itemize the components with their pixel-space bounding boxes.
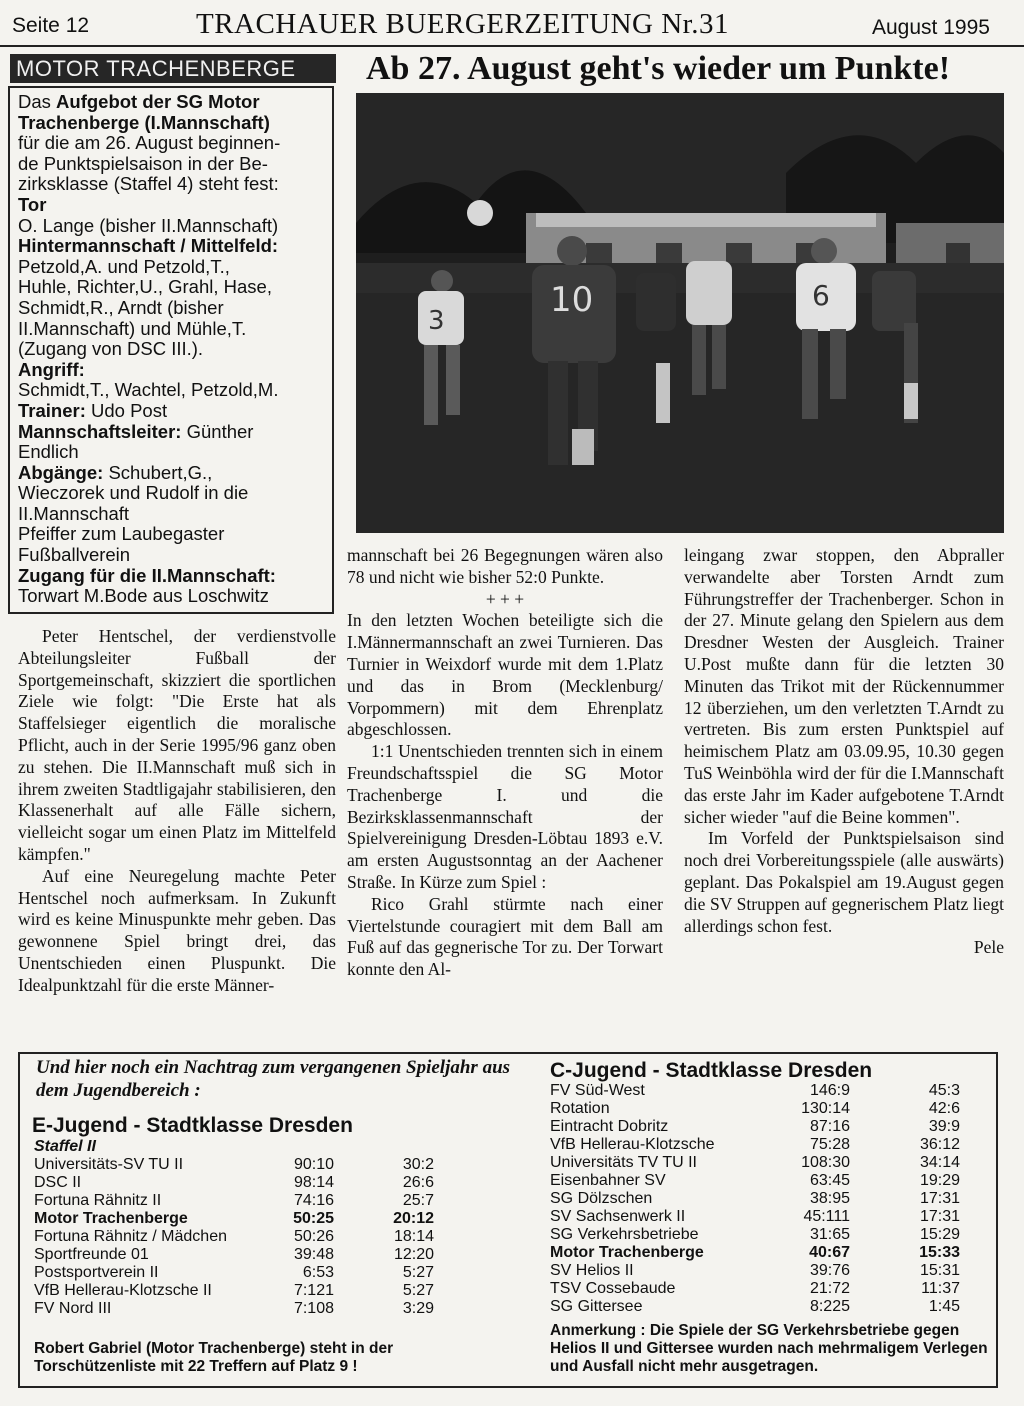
team-name: VfB Hellerau-Klotzsche (550, 1136, 715, 1153)
points: 45:3 (928, 1082, 960, 1099)
header-rule (0, 45, 1024, 47)
team-name: SG Gittersee (550, 1298, 643, 1315)
points: 20:12 (393, 1210, 434, 1227)
lineup-line: Wieczorek und Rudolf in die (18, 482, 249, 504)
c-jugend-title: C-Jugend - Stadtklasse Dresden (550, 1059, 873, 1082)
goal-ratio: 50:26 (293, 1228, 334, 1245)
lineup-heading: Tor (18, 193, 47, 215)
team-name: Universitäts-SV TU II (34, 1156, 184, 1173)
points: 34:14 (919, 1154, 960, 1171)
team-name: SV Helios II (550, 1262, 634, 1279)
points: 19:29 (919, 1172, 960, 1189)
table-row (34, 1264, 444, 1282)
lineup-line: O. Lange (bisher II.Mannschaft) (18, 214, 279, 236)
table-row (550, 1298, 960, 1316)
lineup-line: II.Mannschaft) und Mühle,T. (18, 317, 247, 339)
table-row (550, 1190, 960, 1208)
team-name: Fortuna Rähnitz / Mädchen (34, 1228, 227, 1245)
goal-ratio: 146:9 (809, 1082, 850, 1099)
goal-ratio: 50:25 (293, 1210, 334, 1227)
points: 12:20 (393, 1246, 434, 1263)
team-name: Rotation (550, 1100, 610, 1117)
article-column-1 (18, 626, 336, 997)
article-paragraph: Auf eine Neuregelung machte Peter Hentschel noch aufmerksam. In Zukunft wird es keine Minuspunkte mehr geben. Das gewonnene Spiel bringt drei, das Unentschieden einen Pluspunkt. Die Idealpunktzahl für die erste Männer- (18, 865, 336, 995)
article-separator: + + + (485, 588, 525, 609)
lineup-heading: Angriff: (18, 358, 85, 380)
table-row (34, 1210, 444, 1228)
c-jugend-note: Anmerkung : Die Spiele der SG Verkehrsbetriebe gegen Helios II und Gittersee wurden nach mehrmaligem Verlegen und Ausfall nicht mehr ausgetragen. (550, 1322, 988, 1375)
article-paragraph: Im Vorfeld der Punktspielsaison sind noch drei Vorbereitungsspiele (alle auswärts) geplant. Das Pokalspiel am 19.August gegen die SV Struppen auf gegnerischem Platz liegt allerdings schon fest. (684, 828, 1004, 936)
points: 5:27 (402, 1282, 434, 1299)
table-row (550, 1208, 960, 1226)
points: 42:6 (928, 1100, 960, 1117)
lineup-line: Pfeiffer zum Laubegaster (18, 523, 225, 545)
goal-ratio: 90:10 (293, 1156, 334, 1173)
lineup-line: Fußballverein (18, 544, 131, 566)
table-row (550, 1226, 960, 1244)
table-row (34, 1282, 444, 1300)
table-row (550, 1280, 960, 1298)
lineup-line: Mannschaftsleiter: Günther (18, 420, 254, 442)
goal-ratio: 21:72 (809, 1280, 850, 1297)
points: 11:37 (921, 1280, 960, 1297)
goal-ratio: 38:95 (809, 1190, 850, 1207)
goal-ratio: 40:67 (809, 1244, 850, 1261)
newspaper-title (196, 8, 729, 41)
e-jugend-subtitle: Staffel II (34, 1138, 96, 1155)
team-name: Eisenbahner SV (550, 1172, 666, 1189)
goal-ratio: 7:121 (293, 1282, 334, 1299)
page-number: Seite 12 (12, 14, 90, 37)
team-name: Universitäts TV TU II (550, 1154, 697, 1171)
article-paragraph: leingang zwar stoppen, den Abpraller verwandelte aber Torsten Arndt zum Führungstreffer der Trachenberger. Schon in der 27. Minute gelang den Spielern aus dem Dresdner Westen der Ausgleich. Trainer U.Post mußte dann für die letzten 30 Minuten das Trikot mit der Rückennummer 12 überziehen, um den verletzten T.Arndt zu vertreten. Bis zum ersten Punktspiel auf heimischem Platz am 03.09.95, 10.30 gegen TuS Weinböhla wird der für die I.Mannschaft das erste Jahr im Kader aufgebotene T.Arndt sicher wieder "auf die Beine kommen". (684, 545, 1004, 827)
table-row (34, 1192, 444, 1210)
newspaper-name: TRACHAUER BUERGERZEITUNG (196, 8, 654, 40)
lineup-line: Schmidt,T., Wachtel, Petzold,M. (18, 379, 279, 401)
team-name: Eintracht Dobritz (550, 1118, 669, 1135)
points: 17:31 (919, 1190, 960, 1207)
team-name: VfB Hellerau-Klotzsche II (34, 1282, 212, 1299)
goal-ratio: 75:28 (809, 1136, 850, 1153)
section-banner: MOTOR TRACHENBERGE (10, 54, 336, 83)
table-row (550, 1154, 960, 1172)
team-name: SV Sachsenwerk II (550, 1208, 686, 1225)
lineup-line: Petzold,A. und Petzold,T., (18, 255, 230, 277)
lineup-line: (Zugang von DSC III.). (18, 338, 204, 360)
team-name: FV Nord III (34, 1300, 112, 1317)
table-row (550, 1136, 960, 1154)
lineup-line: Trainer: Udo Post (18, 399, 168, 421)
points: 15:31 (919, 1262, 960, 1279)
table-row (34, 1228, 444, 1246)
e-jugend-title: E-Jugend - Stadtklasse Dresden (32, 1114, 353, 1137)
jersey-number-6: 6 (812, 279, 830, 312)
points: 30:2 (402, 1156, 434, 1173)
issue-date: August 1995 (872, 16, 990, 39)
table-row (34, 1300, 444, 1318)
table-row (550, 1244, 960, 1262)
issue-number: Nr.31 (661, 8, 729, 40)
e-jugend-table (34, 1156, 444, 1318)
goal-ratio: 39:48 (293, 1246, 334, 1263)
goal-ratio: 6:53 (302, 1264, 334, 1281)
lineup-box (8, 86, 334, 614)
team-name: Motor Trachenberge (550, 1244, 704, 1261)
points: 18:14 (393, 1228, 434, 1245)
goal-ratio: 108:30 (801, 1154, 850, 1171)
points: 1:45 (928, 1298, 960, 1315)
table-row (550, 1262, 960, 1280)
team-name: SG Dölzschen (550, 1190, 653, 1207)
lineup-line: Schmidt,R., Arndt (bisher (18, 296, 224, 318)
points: 15:29 (919, 1226, 960, 1243)
points: 15:33 (919, 1244, 960, 1261)
lineup-line: de Punktspielsaison in der Be- (18, 152, 268, 174)
article-paragraph: mannschaft bei 26 Begegnungen wären also 78 und nicht wie bisher 52:0 Punkte. (347, 545, 663, 587)
team-name: Fortuna Rähnitz II (34, 1192, 162, 1209)
team-name: SG Verkehrsbetriebe (550, 1226, 699, 1243)
headline: Ab 27. August geht's wieder um Punkte! (366, 50, 951, 87)
goal-ratio: 31:65 (809, 1226, 850, 1243)
points: 26:6 (402, 1174, 434, 1191)
lineup-line: Das Aufgebot der SG Motor (18, 91, 260, 112)
table-row (550, 1082, 960, 1100)
table-row (550, 1118, 960, 1136)
match-photo-illustration (356, 93, 1004, 533)
table-row (550, 1100, 960, 1118)
table-row (34, 1174, 444, 1192)
team-name: Motor Trachenberge (34, 1210, 188, 1227)
team-name: Sportfreunde 01 (34, 1246, 149, 1263)
lineup-line: Abgänge: Schubert,G., (18, 461, 213, 483)
team-name: TSV Cossebaude (550, 1280, 676, 1297)
lineup-line: Torwart M.Bode aus Loschwitz (18, 585, 269, 607)
article-paragraph: Rico Grahl stürmte nach einer Viertelstunde couragiert mit dem Ball am Fuß auf das gegnerische Tor zu. Der Torwart konnte den Al- (347, 893, 663, 980)
lineup-line: Huhle, Richter,U., Grahl, Hase, (18, 276, 272, 298)
goal-ratio: 7:108 (293, 1300, 334, 1317)
team-name: Postsportverein II (34, 1264, 159, 1281)
points: 36:12 (919, 1136, 960, 1153)
article-paragraph: 1:1 Unentschieden trennten sich in einem Freundschaftsspiel die SG Motor Trachenberge I. und die Bezirksklassenmannschaft der Spielvereinigung Dresden-Löbtau 1893 e.V. am ersten Augustsonntag an der Aachener Straße. In Kürze zum Spiel : (347, 741, 663, 892)
jersey-number-10: 10 (550, 280, 594, 320)
points: 39:9 (928, 1118, 960, 1135)
lineup-line: Endlich (18, 441, 79, 463)
article-paragraph: Peter Hentschel, der verdienstvolle Abteilungsleiter Fußball der Sportgemeinschaft, skizziert die sportlichen Ziele wie folgt: "Die Erste hat als Staffelsieger eigentlich die moralische Pflicht, auch in der Serie 1995/96 ganz oben zu stehen. Die II.Mannschaft muß sich in ihrem zweiten Stadtligajahr stabilisieren, den Klassenerhalt auf alle Fälle sichern, vielleicht sogar um einen Platz im Mittelfeld kämpfen." (18, 626, 336, 864)
goal-ratio: 74:16 (293, 1192, 334, 1209)
e-jugend-note: Robert Gabriel (Motor Trachenberge) steht in der Torschützenliste mit 22 Treffern auf Platz 9 ! (34, 1340, 394, 1375)
article-column-3 (684, 545, 1004, 959)
jersey-number-3: 3 (428, 306, 445, 336)
team-name: DSC II (34, 1174, 82, 1191)
table-row (550, 1172, 960, 1190)
lineup-line: II.Mannschaft (18, 502, 130, 524)
article-author: Pele (973, 937, 1004, 958)
goal-ratio: 130:14 (801, 1100, 850, 1117)
points: 3:29 (402, 1300, 434, 1317)
goal-ratio: 63:45 (809, 1172, 850, 1189)
lineup-heading: Hintermannschaft / Mittelfeld: (18, 235, 279, 257)
lineup-line: für die am 26. August beginnen- (18, 132, 281, 154)
goal-ratio: 98:14 (293, 1174, 334, 1191)
article-column-2 (347, 545, 663, 981)
goal-ratio: 39:76 (809, 1262, 850, 1279)
table-row (34, 1156, 444, 1174)
goal-ratio: 8:225 (809, 1298, 850, 1315)
match-photo (356, 93, 1004, 533)
points: 25:7 (402, 1192, 434, 1209)
team-name: FV Süd-West (550, 1082, 645, 1099)
goal-ratio: 45:111 (803, 1208, 850, 1225)
lineup-heading: Zugang für die II.Mannschaft: (18, 564, 276, 586)
points: 5:27 (402, 1264, 434, 1281)
article-paragraph: In den letzten Wochen beteiligte sich die I.Männermannschaft an zwei Turnieren. Das Turnier in Weixdorf wurde mit dem 1.Platz und das in Brom (Mecklenburg/ Vorpommern) mit dem Ehrenplatz abgeschlossen. (347, 610, 663, 740)
c-jugend-table (550, 1082, 960, 1316)
points: 17:31 (919, 1208, 960, 1225)
goal-ratio: 87:16 (809, 1118, 850, 1135)
table-row (34, 1246, 444, 1264)
lineup-line: zirksklasse (Staffel 4) steht fest: (18, 173, 279, 195)
lineup-line: Trachenberge (I.Mannschaft) (18, 111, 270, 133)
youth-intro: Und hier noch ein Nachtrag zum vergangenen Spieljahr aus dem Jugendbereich : (36, 1057, 511, 1101)
